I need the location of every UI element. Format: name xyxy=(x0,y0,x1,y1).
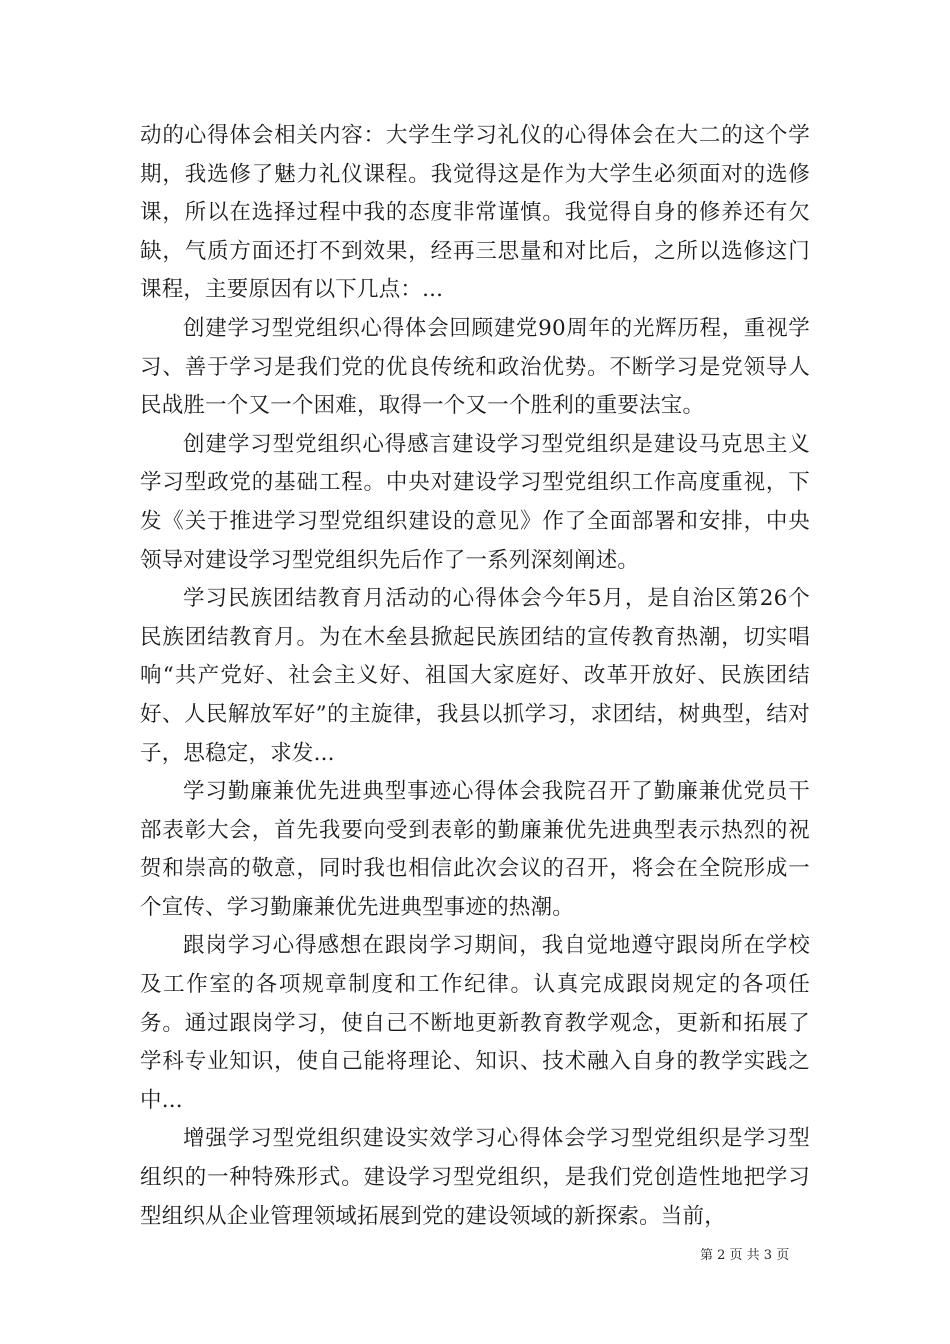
page-number-footer: 第 2 页 共 3 页 xyxy=(700,1248,790,1263)
paragraph-2: 创建学习型党组织心得体会回顾建党90周年的光辉历程，重视学习、善于学习是我们党的优良传统和政治优势。不断学习是党领导人民战胜一个又一个困难，取得一个又一个胜利的重要法宝。 xyxy=(140,315,810,419)
document-body xyxy=(140,117,810,1236)
paragraph-3: 创建学习型党组织心得感言建设学习型党组织是建设马克思主义学习型政党的基础工程。中央对建设学习型党组织工作高度重视，下发《关于推进学习型党组织建设的意见》作了全面部署和安排，中央领导对建设学习型党组织先后作了一系列深刻阐述。 xyxy=(140,431,810,573)
paragraph-6: 跟岗学习心得感想在跟岗学习期间，我自觉地遵守跟岗所在学校及工作室的各项规章制度和工作纪律。认真完成跟岗规定的各项任务。通过跟岗学习，使自己不断地更新教育教学观念，更新和拓展了学科专业知识，使自己能将理论、知识、技术融入自身的教学实践之中... xyxy=(140,933,810,1113)
paragraph-1: 动的心得体会相关内容：大学生学习礼仪的心得体会在大二的这个学期，我选修了魅力礼仪课程。我觉得这是作为大学生必须面对的选修课，所以在选择过程中我的态度非常谨慎。我觉得自身的修养还有欠缺，气质方面还打不到效果，经再三思量和对比后，之所以选修这门课程，主要原因有以下几点：... xyxy=(140,123,810,303)
paragraph-5: 学习勤廉兼优先进典型事迹心得体会我院召开了勤廉兼优党员干部表彰大会，首先我要向受到表彰的勤廉兼优先进典型表示热烈的祝贺和崇高的敬意，同时我也相信此次会议的召开，将会在全院形成一个宣传、学习勤廉兼优先进典型事迹的热潮。 xyxy=(140,779,810,920)
paragraph-4: 学习民族团结教育月活动的心得体会今年5月，是自治区第26个民族团结教育月。为在木垒县掀起民族团结的宣传教育热潮，切实唱响“共产党好、社会主义好、祖国大家庭好、改革开放好、民族团结好、人民解放军好”的主旋律，我县以抓学习，求团结，树典型，结对子，思稳定，求发... xyxy=(140,586,810,766)
paragraph-7: 增强学习型党组织建设实效学习心得体会学习型党组织是学习型组织的一种特殊形式。建设学习型党组织，是我们党创造性地把学习型组织从企业管理领域拓展到党的建设领域的新探索。当前， xyxy=(140,1126,810,1229)
